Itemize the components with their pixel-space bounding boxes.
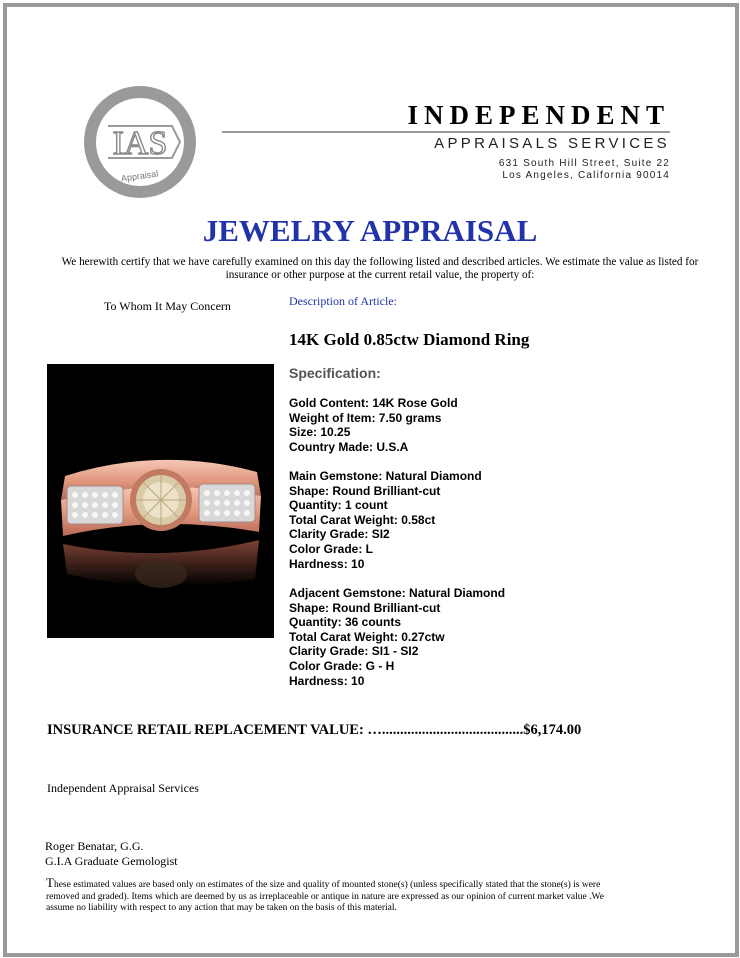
signer-title: G.I.A Graduate Gemologist [45,853,178,868]
specification-label: Specification: [289,365,381,381]
value-dots: …....................................... [363,722,524,738]
signer-block [45,839,178,868]
address-line-1: 631 South Hill Street, Suite 22 [498,158,670,169]
ias-logo [80,82,200,202]
spec-line: Clarity Grade: SI1 - SI2 [289,644,419,659]
spec-line: Hardness: 10 [289,556,365,571]
spec-line: Quantity: 1 count [289,498,388,513]
document-title: JEWELRY APPRAISAL [202,213,538,248]
insurance-value [47,722,581,739]
spec-line: Color Grade: L [289,541,374,556]
spec-line: Shape: Round Brilliant-cut [289,600,441,615]
spec-line: Total Carat Weight: 0.27ctw [289,629,445,644]
gold-specs [289,396,458,454]
disclaimer [46,877,606,915]
address-line-2: Los Angeles, California 90014 [502,170,670,181]
disclaimer-initial: T [46,875,54,890]
value-label: INSURANCE RETAIL REPLACEMENT VALUE: [47,722,364,738]
value-amount: $6,174.00 [523,722,582,738]
intro-paragraph: We herewith certify that we have carefully examined on this day the following listed and described articles. We estimate the value as listed for insurance or other purpose at the current retail value, the property of: [61,256,699,281]
signature-company: Independent Appraisal Services [47,781,199,795]
main-gemstone-specs [289,469,482,571]
logo-letters: IAS [112,125,168,162]
recipient: To Whom It May Concern [104,299,231,313]
spec-line: Shape: Round Brilliant-cut [289,483,441,498]
spec-line: Country Made: U.S.A [289,439,409,454]
spec-line: Gold Content: 14K Rose Gold [289,396,458,410]
spec-line: Size: 10.25 [289,425,351,440]
company-subtitle: APPRAISALS SERVICES [434,135,670,152]
spec-line: Hardness: 10 [289,673,365,688]
company-name: INDEPENDENT [407,100,670,130]
disclaimer-text: hese estimated values are based only on estimates of the size and quality of mounted stone(s) (unless specifically stated that the stone(s) is were removed and graded). Items which are deemed by us as irreplaceable or antique in nature are expressed as our opinion of current market value .We assume no liability with respect to any action that may be taken on the basis of this material. [46,880,604,913]
spec-line: Clarity Grade: SI2 [289,527,390,542]
article-name: 14K Gold 0.85ctw Diamond Ring [289,330,530,349]
spec-line: Total Carat Weight: 0.58ct [289,512,436,527]
spec-line: Adjacent Gemstone: Natural Diamond [289,586,506,600]
logo-ring-text: Appraisal [120,168,159,184]
spec-line: Quantity: 36 counts [289,615,402,630]
signer-name: Roger Benatar, G.G. [45,839,144,853]
spec-line: Weight of Item: 7.50 grams [289,410,442,425]
adjacent-gemstone-specs [289,586,505,688]
spec-line: Main Gemstone: Natural Diamond [289,469,482,483]
description-label: Description of Article: [289,294,397,308]
header-rule [222,131,670,133]
spec-line: Color Grade: G - H [289,658,395,673]
ring-photo [47,364,274,638]
